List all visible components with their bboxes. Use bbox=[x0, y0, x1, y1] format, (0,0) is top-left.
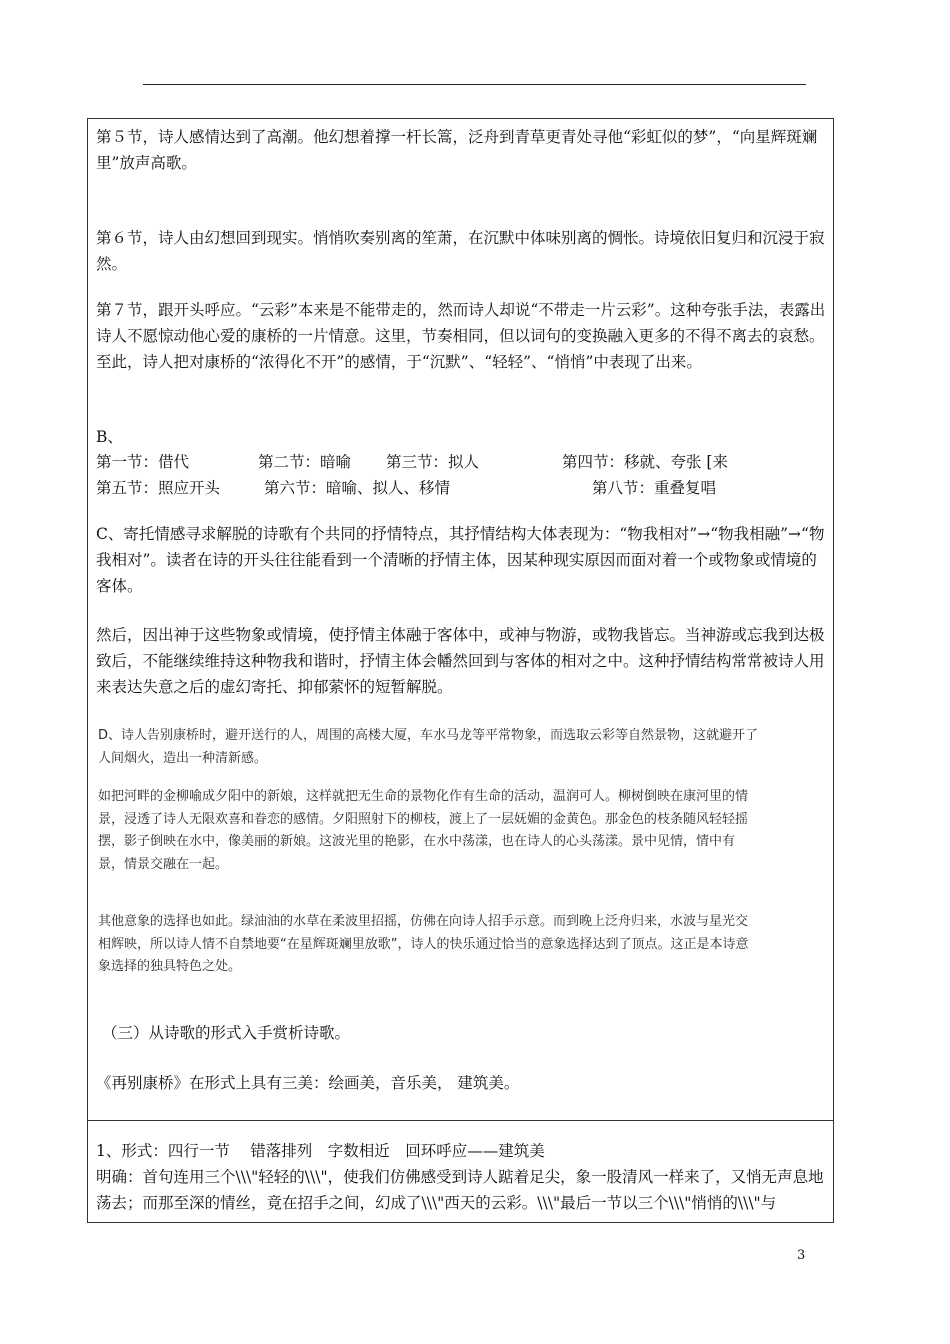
b-item: 第八节：重叠复唱 bbox=[592, 479, 717, 497]
part-d-paragraph-2: 如把河畔的金柳喻成夕阳中的新娘，这样就把无生命的景物化作有生命的活动，温润可人。柳树倒映在康河里的情景，浸透了诗人无限欢喜和眷恋的感情。夕阳照射下的柳枝，渡上了一层妩媚的金黄色。那金色的枝条随风轻轻摇摆，影子倒映在水中，像美丽的新娘。这波光里的艳影，在水中荡漾，也在诗人的心头荡漾。景中见情，情中有景，情景交融在一起。 bbox=[98, 789, 749, 872]
b-item: 第六节：暗喻、拟人、移情 bbox=[264, 479, 451, 497]
part-c-paragraph-1: C、寄托情感寻求解脱的诗歌有个共同的抒情特点，其抒情结构大体表现为：“物我相对”→“物我相融”→“物我相对”。读者在诗的开头往往能看到一个清晰的抒情主体，因某种现实原因而面对着一个或物象或情境的客体。 bbox=[96, 525, 825, 595]
part-d-paragraph-3: 其他意象的选择也如此。绿油油的水草在柔波里招摇，仿佛在向诗人招手示意。而到晚上泛舟归来，水波与星光交相辉映，所以诗人情不自禁地要“在星辉斑斓里放歌”，诗人的快乐通过恰当的意象选择达到了顶点。这正是本诗意象选择的独具特色之处。 bbox=[98, 914, 749, 974]
section-5-analysis: 第５节，诗人感情达到了高潮。他幻想着撑一杆长篙，泛舟到青草更青处寻他“彩虹似的梦”，“向星辉斑斓里”放声高歌。 bbox=[96, 128, 818, 172]
b-item: 第一节：借代 bbox=[96, 453, 190, 471]
section-6-analysis: 第６节，诗人由幻想回到现实。悄悄吹奏别离的笙萧，在沉默中体味别离的惆怅。诗境依旧复归和沉浸于寂然。 bbox=[96, 229, 825, 273]
b-item: 第五节：照应开头 bbox=[96, 479, 221, 497]
b-item: 第四节：移就、夸张 [来 bbox=[562, 453, 728, 471]
part-d-paragraph-1: D、诗人告别康桥时，避开送行的人，周围的高楼大厦，车水马龙等平常物象，而选取云彩等自然景物，这就避开了人间烟火，造出一种清新感。 bbox=[98, 728, 759, 766]
section-7-analysis: 第７节，跟开头呼应。“云彩”本来是不能带走的，然而诗人却说“不带走一片云彩”。这种夸张手法，表露出诗人不愿惊动他心爱的康桥的一片情意。这里，节奏相同，但以词句的变换融入更多的不得不离去的哀愁。至此，诗人把对康桥的“浓得化不开”的感情，于“沉默”、“轻轻”、“悄悄”中表现了出来。 bbox=[96, 301, 826, 371]
b-item: 第三节：拟人 bbox=[386, 453, 480, 471]
part-b-label: B、 bbox=[96, 428, 123, 446]
section-3-heading: （三）从诗歌的形式入手赏析诗歌。 bbox=[102, 1024, 351, 1042]
form-title: 1、形式：四行一节 错落排列 字数相近 回环呼应——建筑美 bbox=[96, 1142, 545, 1160]
form-explanation: 明确：首句连用三个\\\"轻轻的\\\"，使我们仿佛感受到诗人踮着足尖，象一股清风一样来了，又悄无声息地荡去；而那至深的情丝，竟在招手之间，幻成了\\\"西天的云彩。\\\"最后一节以三个\\\"悄悄的\\\"与 bbox=[96, 1168, 824, 1212]
b-item: 第二节：暗喻 bbox=[258, 453, 352, 471]
part-c-paragraph-2: 然后，因出神于这些物象或情境，使抒情主体融于客体中，或神与物游，或物我皆忘。当神游或忘我到达极致后，不能继续维持这种物我和谐时，抒情主体会幡然回到与客体的相对之中。这种抒情结构常常被诗人用来表达失意之后的虚幻寄托、抑郁萦怀的短暂解脱。 bbox=[96, 626, 825, 696]
page-number: 3 bbox=[797, 1248, 806, 1263]
three-beauties: 《再别康桥》在形式上具有三美：绘画美，音乐美， 建筑美。 bbox=[96, 1074, 520, 1092]
header-rule bbox=[143, 84, 806, 85]
